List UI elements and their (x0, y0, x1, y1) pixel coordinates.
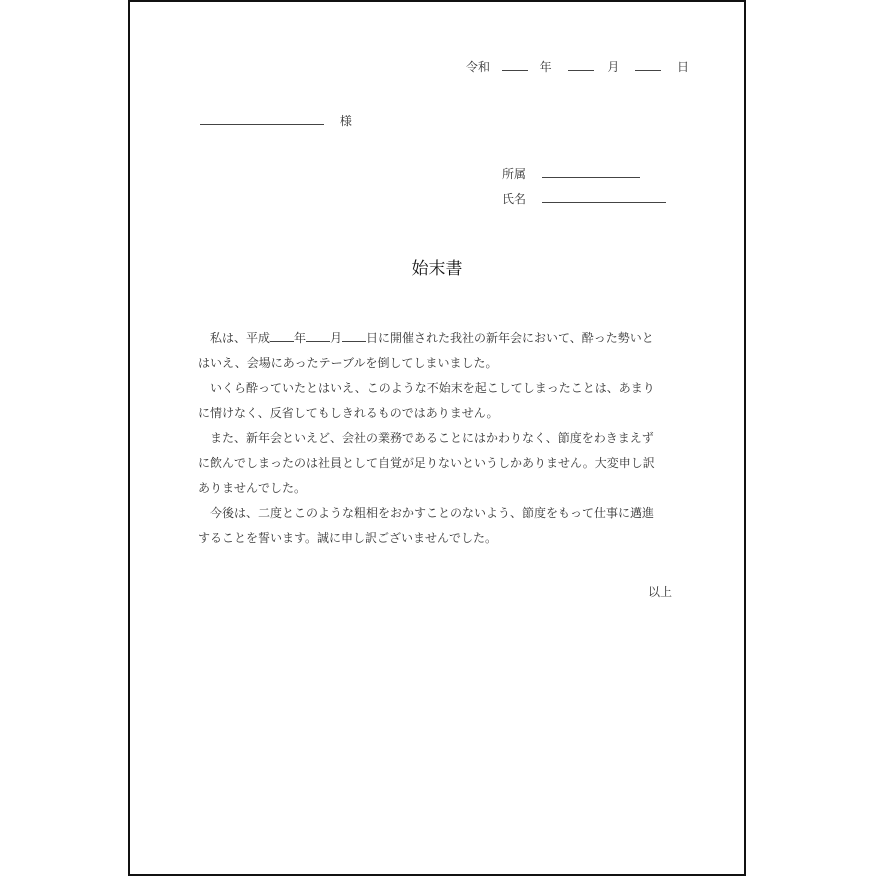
body-text: 日に開催された我社の新年会において、酔った勢いと (366, 331, 654, 345)
era-label: 令和 (466, 60, 491, 74)
body-text: 年 (294, 331, 307, 345)
affiliation-label: 所属 (502, 167, 527, 181)
name-line (502, 192, 666, 206)
day-blank[interactable] (635, 60, 661, 71)
body-line-2: はいえ、会場にあったテーブルを倒してしまいました。 (198, 356, 498, 370)
day-inline-blank[interactable] (342, 331, 366, 342)
recipient-name-blank[interactable] (200, 114, 324, 125)
body-text: 月 (330, 331, 343, 345)
affiliation-line (502, 167, 640, 181)
month-label: 月 (607, 60, 620, 74)
affiliation-blank[interactable] (542, 167, 640, 178)
month-inline-blank[interactable] (306, 331, 330, 342)
closing-text: 以上 (648, 585, 673, 599)
document-title: 始末書 (411, 259, 463, 279)
document-page (128, 0, 746, 876)
body-line-8: 今後は、二度とこのような粗相をおかすことのないよう、節度をもって仕事に邁進 (210, 506, 655, 520)
name-blank[interactable] (542, 192, 666, 203)
date-line (466, 60, 689, 74)
year-blank[interactable] (502, 60, 528, 71)
body-text: 私は、平成 (210, 331, 271, 345)
month-blank[interactable] (568, 60, 594, 71)
body-line-1 (210, 331, 654, 345)
recipient-suffix: 様 (339, 114, 352, 128)
era-year-blank[interactable] (270, 331, 294, 342)
body-line-9: することを誓います。誠に申し訳ございませんでした。 (198, 531, 498, 545)
body-line-6: に飲んでしまったのは社員として自覚が足りないというしかありません。大変申し訳 (198, 456, 655, 470)
year-label: 年 (539, 60, 552, 74)
day-label: 日 (677, 60, 690, 74)
body-line-4: に情けなく、反省してもしきれるものではありません。 (198, 406, 499, 420)
body-line-3: いくら酔っていたとはいえ、このような不始末を起こしてしまったことは、あまり (210, 381, 655, 395)
recipient-line (200, 114, 352, 128)
body-line-5: また、新年会といえど、会社の業務であることにはかわりなく、節度をわきまえず (210, 431, 654, 445)
name-label: 氏名 (502, 192, 527, 206)
body-line-7: ありませんでした。 (198, 481, 307, 495)
